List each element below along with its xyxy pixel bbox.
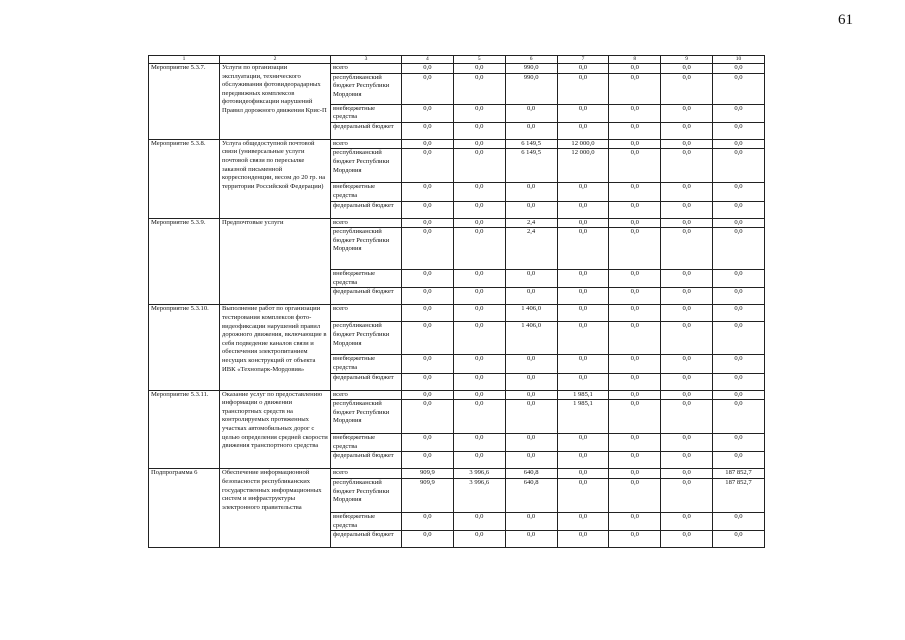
amount-cell: 640,8 (505, 478, 557, 512)
amount-cell: 0,0 (661, 531, 713, 548)
funding-source: всего (331, 469, 402, 479)
funding-source: внебюджетные средства (331, 434, 402, 452)
amount-cell: 0,0 (661, 288, 713, 305)
amount-cell: 0,0 (557, 104, 609, 122)
amount-cell: 909,9 (402, 478, 454, 512)
amount-cell: 0,0 (557, 512, 609, 530)
amount-cell: 12 000,0 (557, 149, 609, 183)
amount-cell: 0,0 (609, 288, 661, 305)
amount-cell: 0,0 (402, 64, 454, 74)
amount-cell: 0,0 (609, 400, 661, 434)
amount-cell: 0,0 (557, 478, 609, 512)
amount-cell: 0,0 (609, 218, 661, 228)
activity-label: Подпрограмма 6 (149, 469, 220, 548)
amount-cell: 1 406,0 (505, 322, 557, 355)
amount-cell: 0,0 (557, 218, 609, 228)
activity-description: Оказание услуг по предоставлению информации о движении транспортных средств на контролируемых протяженных участках автомобильных дорог с целью определения средней скорости движения транспортного средства (220, 390, 331, 469)
amount-cell: 0,0 (661, 201, 713, 218)
amount-cell: 0,0 (713, 64, 765, 74)
amount-cell: 0,0 (505, 373, 557, 390)
funding-source: всего (331, 218, 402, 228)
amount-cell: 0,0 (505, 390, 557, 400)
amount-cell: 0,0 (402, 305, 454, 322)
amount-cell: 0,0 (713, 201, 765, 218)
amount-cell: 0,0 (661, 434, 713, 452)
amount-cell: 0,0 (453, 228, 505, 270)
amount-cell: 0,0 (402, 73, 454, 104)
amount-cell: 0,0 (557, 288, 609, 305)
column-number: 3 (331, 56, 402, 64)
funding-source: всего (331, 139, 402, 149)
amount-cell: 0,0 (713, 104, 765, 122)
amount-cell: 0,0 (661, 64, 713, 74)
table-row (149, 139, 765, 149)
amount-cell: 0,0 (402, 322, 454, 355)
amount-cell: 0,0 (661, 73, 713, 104)
amount-cell: 640,8 (505, 469, 557, 479)
amount-cell: 0,0 (557, 270, 609, 288)
amount-cell: 0,0 (661, 228, 713, 270)
amount-cell: 0,0 (609, 183, 661, 201)
amount-cell: 0,0 (661, 270, 713, 288)
amount-cell: 187 852,7 (713, 478, 765, 512)
amount-cell: 0,0 (557, 64, 609, 74)
funding-source: всего (331, 64, 402, 74)
amount-cell: 0,0 (661, 390, 713, 400)
amount-cell: 0,0 (609, 322, 661, 355)
amount-cell: 0,0 (505, 531, 557, 548)
amount-cell: 1 985,1 (557, 400, 609, 434)
amount-cell: 0,0 (713, 305, 765, 322)
amount-cell: 0,0 (609, 355, 661, 373)
amount-cell: 0,0 (402, 512, 454, 530)
amount-cell: 0,0 (609, 373, 661, 390)
amount-cell: 0,0 (609, 452, 661, 469)
amount-cell: 0,0 (453, 390, 505, 400)
funding-source: республиканский бюджет Республики Мордовия (331, 228, 402, 270)
page-number: 61 (838, 12, 853, 28)
activity-label: Мероприятие 5.3.10. (149, 305, 220, 390)
amount-cell: 3 996,6 (453, 478, 505, 512)
amount-cell: 0,0 (609, 104, 661, 122)
amount-cell: 0,0 (609, 64, 661, 74)
amount-cell: 0,0 (713, 288, 765, 305)
amount-cell: 0,0 (713, 73, 765, 104)
amount-cell: 0,0 (609, 73, 661, 104)
amount-cell: 0,0 (557, 305, 609, 322)
activity-description: Выполнение работ по организации тестирования комплексов фото-видеофиксации нарушений правил дорожного движения, включающие в себя подведение каналов связи и обеспечения электропитанием несущих конструкций от объекта ИВК «Технопарк-Мордовия» (220, 305, 331, 390)
column-number-row (149, 56, 765, 64)
column-number: 1 (149, 56, 220, 64)
amount-cell: 0,0 (453, 73, 505, 104)
amount-cell: 0,0 (402, 201, 454, 218)
column-number: 9 (661, 56, 713, 64)
amount-cell: 0,0 (609, 305, 661, 322)
amount-cell: 0,0 (661, 218, 713, 228)
amount-cell: 0,0 (505, 288, 557, 305)
amount-cell: 0,0 (609, 139, 661, 149)
amount-cell: 0,0 (505, 452, 557, 469)
activity-label: Мероприятие 5.3.11. (149, 390, 220, 469)
amount-cell: 0,0 (609, 228, 661, 270)
amount-cell: 0,0 (661, 469, 713, 479)
table-row (149, 469, 765, 479)
amount-cell: 0,0 (713, 400, 765, 434)
funding-source: республиканский бюджет Республики Мордовия (331, 73, 402, 104)
funding-source: внебюджетные средства (331, 104, 402, 122)
activity-label: Мероприятие 5.3.8. (149, 139, 220, 218)
amount-cell: 0,0 (609, 149, 661, 183)
amount-cell: 0,0 (661, 149, 713, 183)
amount-cell: 0,0 (505, 183, 557, 201)
amount-cell: 0,0 (453, 400, 505, 434)
amount-cell: 0,0 (453, 270, 505, 288)
activity-label: Мероприятие 5.3.7. (149, 64, 220, 140)
amount-cell: 0,0 (402, 288, 454, 305)
amount-cell: 0,0 (713, 218, 765, 228)
amount-cell: 0,0 (609, 512, 661, 530)
funding-source: федеральный бюджет (331, 201, 402, 218)
activity-description: Услуга общедоступной почтовой связи (универсальные услуги почтовой связи по пересылке заказной письменной корреспонденции, весом до 20 гр. на территории Российской Федерации) (220, 139, 331, 218)
amount-cell: 0,0 (402, 104, 454, 122)
amount-cell: 0,0 (609, 434, 661, 452)
activity-description: Обеспечение информационной безопасности республиканских государственных информационных систем и инфраструктуры электронного правительства (220, 469, 331, 548)
amount-cell: 0,0 (453, 288, 505, 305)
funding-source: федеральный бюджет (331, 452, 402, 469)
amount-cell: 909,9 (402, 469, 454, 479)
amount-cell: 0,0 (609, 390, 661, 400)
amount-cell: 0,0 (453, 373, 505, 390)
amount-cell: 0,0 (713, 390, 765, 400)
amount-cell: 0,0 (557, 228, 609, 270)
amount-cell: 0,0 (402, 452, 454, 469)
amount-cell: 0,0 (453, 64, 505, 74)
amount-cell: 6 149,5 (505, 139, 557, 149)
amount-cell: 0,0 (661, 478, 713, 512)
amount-cell: 0,0 (402, 149, 454, 183)
amount-cell: 0,0 (402, 183, 454, 201)
amount-cell: 0,0 (661, 122, 713, 139)
amount-cell: 0,0 (713, 270, 765, 288)
amount-cell: 0,0 (661, 355, 713, 373)
amount-cell: 1 406,0 (505, 305, 557, 322)
table-row (149, 218, 765, 228)
amount-cell: 0,0 (557, 122, 609, 139)
amount-cell: 0,0 (453, 452, 505, 469)
column-number: 2 (220, 56, 331, 64)
amount-cell: 6 149,5 (505, 149, 557, 183)
amount-cell: 0,0 (453, 322, 505, 355)
funding-source: внебюджетные средства (331, 512, 402, 530)
column-number: 7 (557, 56, 609, 64)
amount-cell: 0,0 (661, 373, 713, 390)
amount-cell: 0,0 (505, 201, 557, 218)
amount-cell: 0,0 (713, 355, 765, 373)
activity-label: Мероприятие 5.3.9. (149, 218, 220, 305)
amount-cell: 0,0 (557, 73, 609, 104)
amount-cell: 0,0 (402, 434, 454, 452)
amount-cell: 0,0 (402, 355, 454, 373)
amount-cell: 0,0 (609, 469, 661, 479)
amount-cell: 0,0 (661, 139, 713, 149)
funding-source: внебюджетные средства (331, 183, 402, 201)
funding-source: всего (331, 305, 402, 322)
funding-source: республиканский бюджет Республики Мордовия (331, 149, 402, 183)
amount-cell: 0,0 (453, 218, 505, 228)
amount-cell: 0,0 (505, 512, 557, 530)
funding-source: республиканский бюджет Республики Мордовия (331, 400, 402, 434)
amount-cell: 0,0 (661, 305, 713, 322)
funding-source: федеральный бюджет (331, 531, 402, 548)
funding-source: внебюджетные средства (331, 270, 402, 288)
amount-cell: 0,0 (453, 355, 505, 373)
amount-cell: 0,0 (453, 305, 505, 322)
amount-cell: 0,0 (661, 183, 713, 201)
column-number: 5 (453, 56, 505, 64)
amount-cell: 0,0 (713, 452, 765, 469)
amount-cell: 0,0 (402, 400, 454, 434)
amount-cell: 0,0 (661, 322, 713, 355)
amount-cell: 0,0 (713, 434, 765, 452)
amount-cell: 0,0 (609, 270, 661, 288)
amount-cell: 0,0 (402, 390, 454, 400)
amount-cell: 0,0 (609, 531, 661, 548)
amount-cell: 0,0 (505, 104, 557, 122)
amount-cell: 0,0 (713, 531, 765, 548)
amount-cell: 0,0 (557, 469, 609, 479)
amount-cell: 0,0 (713, 122, 765, 139)
amount-cell: 0,0 (609, 122, 661, 139)
table-row (149, 390, 765, 400)
amount-cell: 0,0 (713, 139, 765, 149)
amount-cell: 0,0 (557, 531, 609, 548)
amount-cell: 0,0 (557, 355, 609, 373)
amount-cell: 0,0 (505, 270, 557, 288)
amount-cell: 0,0 (402, 218, 454, 228)
amount-cell: 1 985,1 (557, 390, 609, 400)
amount-cell: 0,0 (505, 434, 557, 452)
amount-cell: 0,0 (453, 434, 505, 452)
table-row (149, 64, 765, 74)
amount-cell: 0,0 (557, 201, 609, 218)
amount-cell: 0,0 (402, 531, 454, 548)
amount-cell: 12 000,0 (557, 139, 609, 149)
amount-cell: 0,0 (661, 400, 713, 434)
amount-cell: 0,0 (453, 201, 505, 218)
column-number: 10 (713, 56, 765, 64)
amount-cell: 0,0 (402, 139, 454, 149)
amount-cell: 0,0 (609, 478, 661, 512)
amount-cell: 0,0 (505, 400, 557, 434)
amount-cell: 2,4 (505, 228, 557, 270)
amount-cell: 0,0 (713, 149, 765, 183)
activity-description: Предпочтовые услуги (220, 218, 331, 305)
amount-cell: 187 852,7 (713, 469, 765, 479)
amount-cell: 0,0 (505, 355, 557, 373)
amount-cell: 0,0 (661, 452, 713, 469)
amount-cell: 990,0 (505, 64, 557, 74)
amount-cell: 0,0 (453, 122, 505, 139)
amount-cell: 0,0 (713, 183, 765, 201)
amount-cell: 0,0 (402, 122, 454, 139)
amount-cell: 3 996,6 (453, 469, 505, 479)
amount-cell: 0,0 (557, 434, 609, 452)
amount-cell: 2,4 (505, 218, 557, 228)
column-number: 4 (402, 56, 454, 64)
table-row (149, 305, 765, 322)
column-number: 8 (609, 56, 661, 64)
amount-cell: 0,0 (557, 452, 609, 469)
funding-source: республиканский бюджет Республики Мордовия (331, 322, 402, 355)
amount-cell: 0,0 (453, 104, 505, 122)
funding-source: всего (331, 390, 402, 400)
funding-source: федеральный бюджет (331, 122, 402, 139)
amount-cell: 990,0 (505, 73, 557, 104)
amount-cell: 0,0 (453, 183, 505, 201)
activity-description: Услуги по организации эксплуатации, технического обслуживания фотовидеорадарных передвижных комплексов фотовидеофиксации нарушений Правил дорожного движения Крис-П (220, 64, 331, 140)
amount-cell: 0,0 (402, 373, 454, 390)
funding-source: федеральный бюджет (331, 373, 402, 390)
amount-cell: 0,0 (402, 228, 454, 270)
amount-cell: 0,0 (661, 512, 713, 530)
amount-cell: 0,0 (402, 270, 454, 288)
funding-table (148, 55, 765, 548)
amount-cell: 0,0 (453, 531, 505, 548)
amount-cell: 0,0 (453, 149, 505, 183)
funding-source: республиканский бюджет Республики Мордовия (331, 478, 402, 512)
amount-cell: 0,0 (713, 512, 765, 530)
amount-cell: 0,0 (557, 322, 609, 355)
amount-cell: 0,0 (713, 373, 765, 390)
amount-cell: 0,0 (713, 322, 765, 355)
funding-table-body (149, 56, 765, 548)
funding-source: федеральный бюджет (331, 288, 402, 305)
amount-cell: 0,0 (713, 228, 765, 270)
amount-cell: 0,0 (557, 183, 609, 201)
amount-cell: 0,0 (661, 104, 713, 122)
column-number: 6 (505, 56, 557, 64)
amount-cell: 0,0 (453, 512, 505, 530)
amount-cell: 0,0 (557, 373, 609, 390)
funding-source: внебюджетные средства (331, 355, 402, 373)
amount-cell: 0,0 (505, 122, 557, 139)
amount-cell: 0,0 (453, 139, 505, 149)
amount-cell: 0,0 (609, 201, 661, 218)
